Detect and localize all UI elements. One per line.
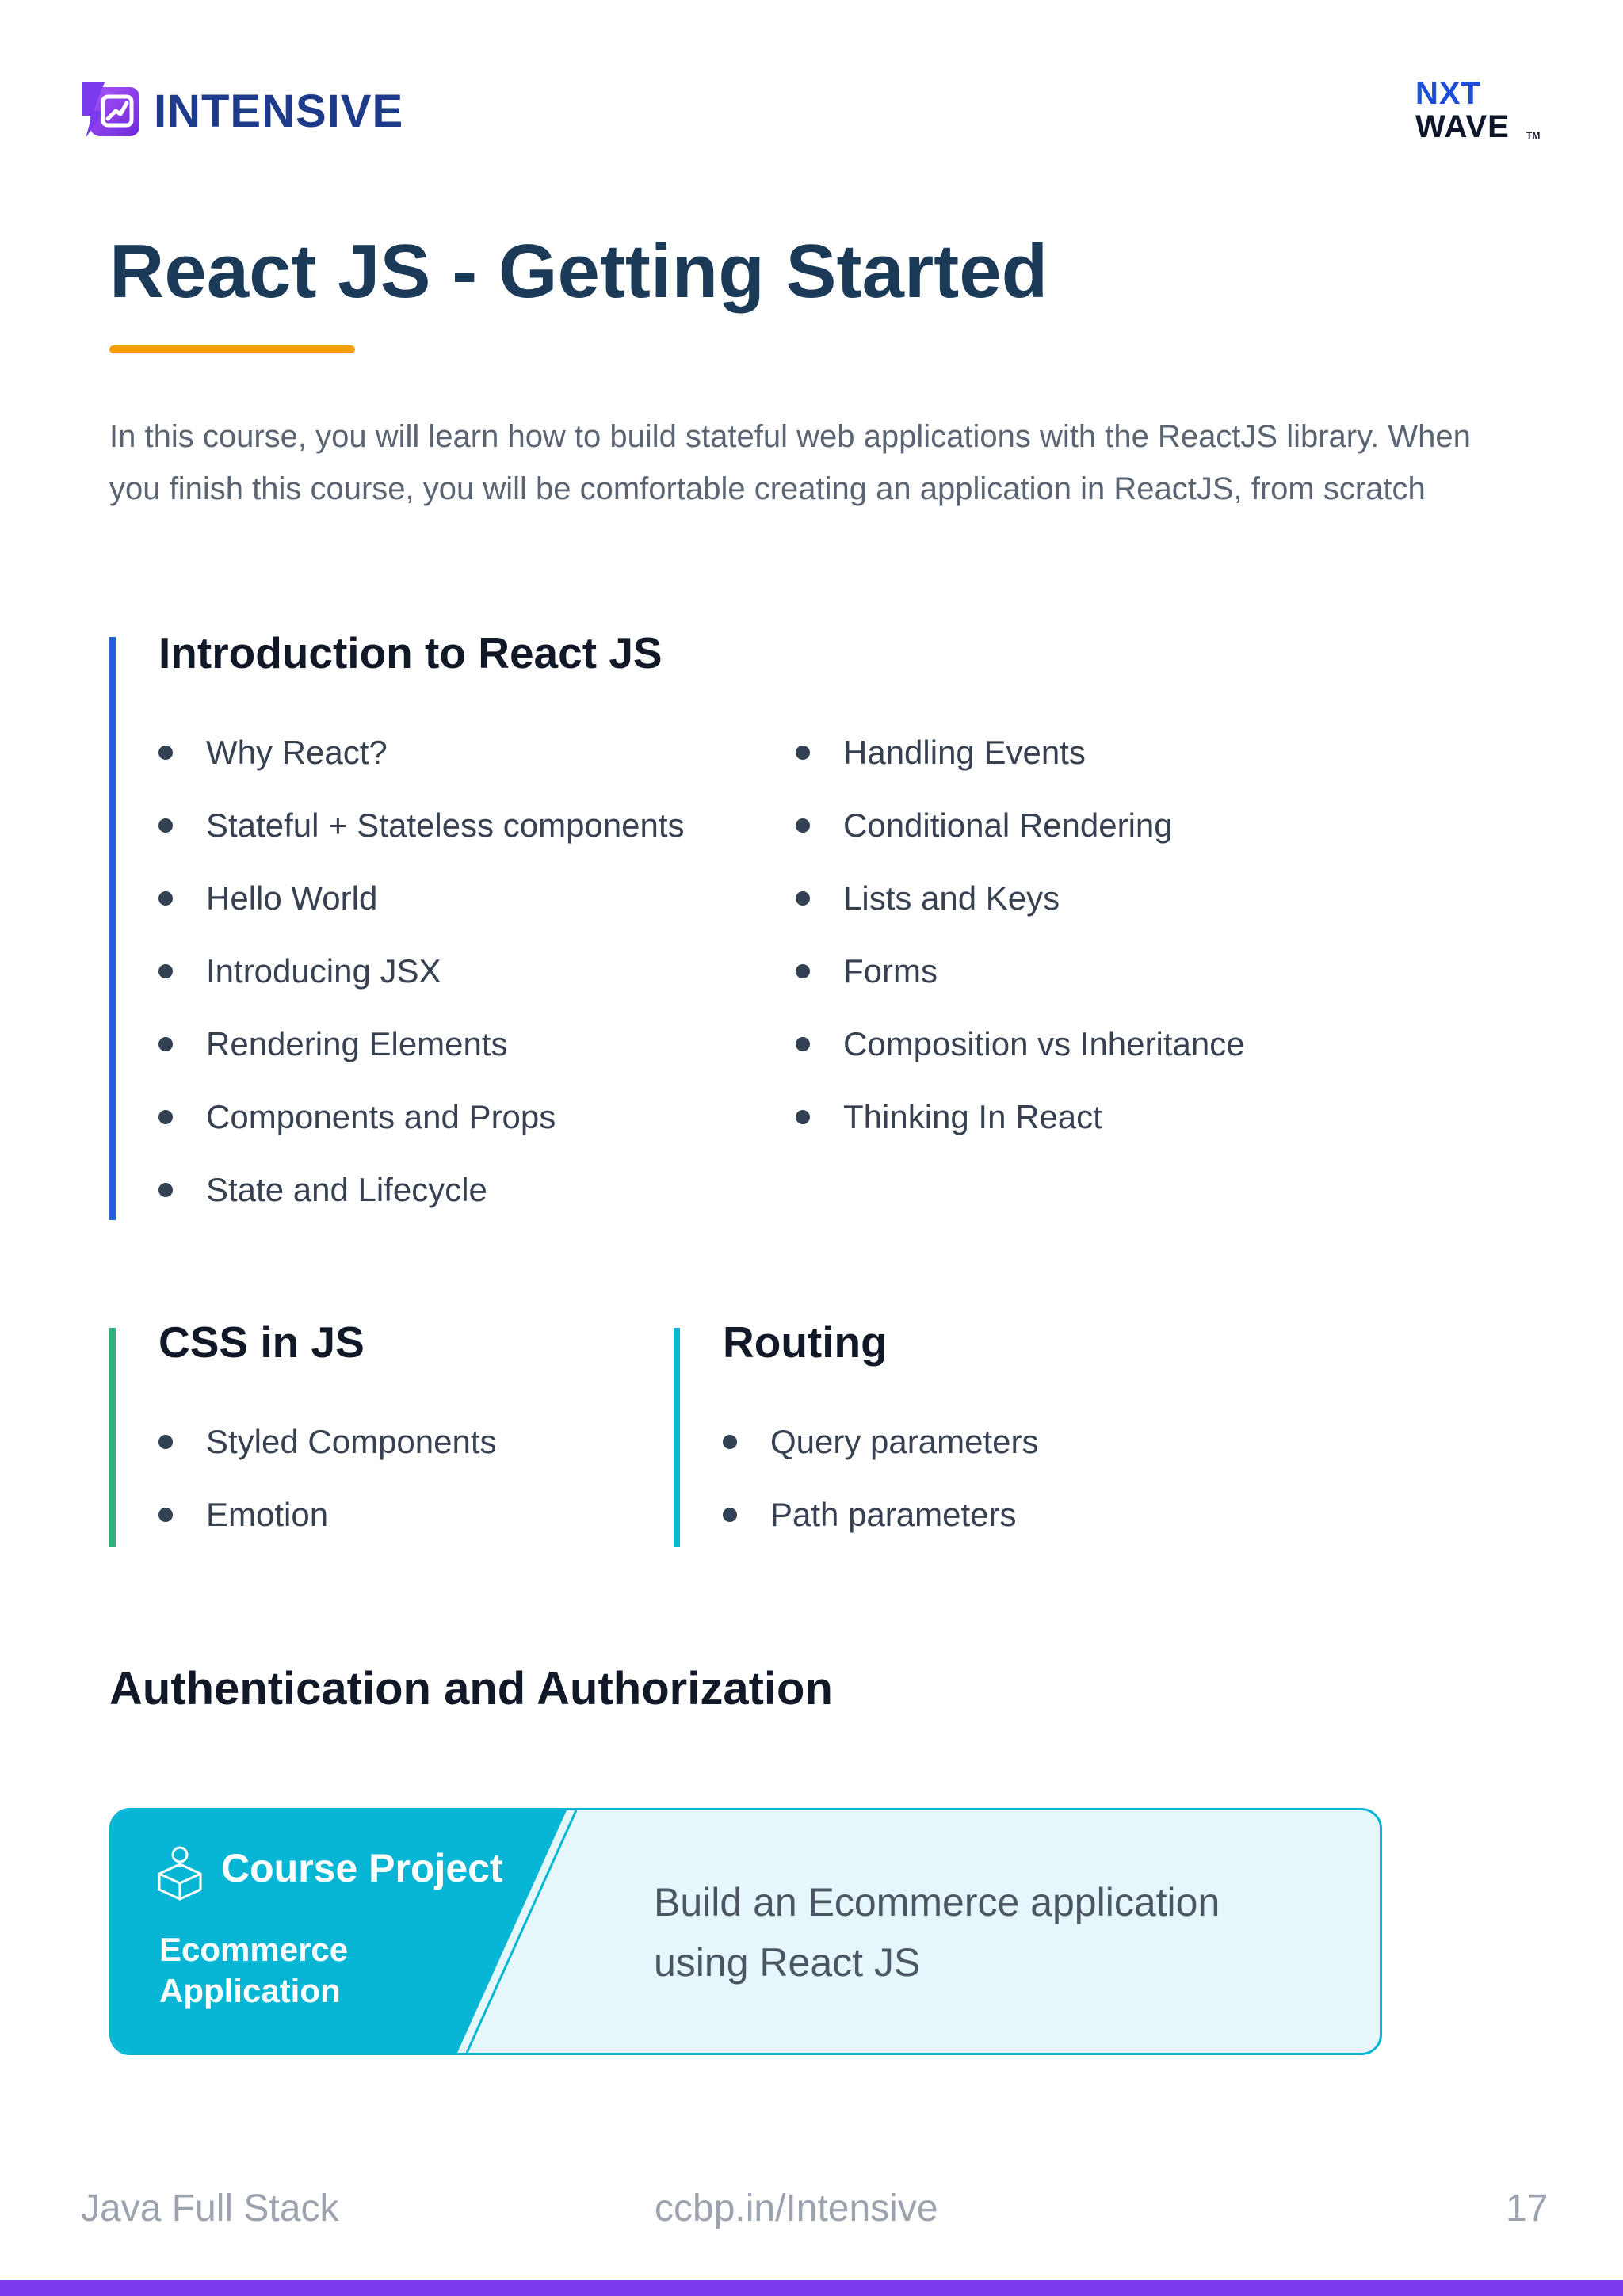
routing-list bbox=[723, 1405, 1214, 1551]
course-project-name: Ecommerce Application bbox=[159, 1931, 349, 2009]
intro-section-bar bbox=[109, 637, 116, 1220]
nxtwave-trademark: TM bbox=[1526, 130, 1541, 141]
bullet-icon bbox=[158, 1110, 173, 1124]
list-item: Lists and Keys bbox=[796, 862, 1430, 935]
bullet-icon bbox=[796, 1037, 810, 1051]
section-title-routing: Routing bbox=[723, 1318, 888, 1367]
list-item: Emotion bbox=[158, 1478, 650, 1551]
course-intro: In this course, you will learn how to build stateful web applications with the ReactJS library. When you finish this course, you will be comfortable creating an application in ReactJS, from scratch bbox=[109, 419, 1471, 506]
footer-accent-bar bbox=[0, 2280, 1623, 2296]
intro-react-list-col1 bbox=[158, 716, 761, 1226]
bullet-icon bbox=[158, 1183, 173, 1197]
nxtwave-logo-line2: WAVE bbox=[1415, 109, 1510, 144]
title-underline bbox=[109, 345, 355, 353]
bullet-icon bbox=[158, 818, 173, 833]
page-number: 17 bbox=[1506, 2187, 1549, 2229]
list-item: Composition vs Inheritance bbox=[796, 1008, 1430, 1081]
css-section-bar bbox=[109, 1328, 116, 1547]
bullet-icon bbox=[796, 818, 810, 833]
list-item: Stateful + Stateless components bbox=[158, 789, 761, 862]
bullet-icon bbox=[158, 746, 173, 760]
bullet-icon bbox=[796, 964, 810, 978]
nxtwave-logo-line1: NXT bbox=[1415, 76, 1481, 111]
intensive-logo-icon bbox=[81, 79, 144, 143]
footer-course-name: Java Full Stack bbox=[81, 2187, 339, 2229]
bullet-icon bbox=[158, 1037, 173, 1051]
list-item: Path parameters bbox=[723, 1478, 1214, 1551]
bullet-icon bbox=[723, 1435, 737, 1449]
page-title: React JS - Getting Started bbox=[109, 229, 1048, 314]
bullet-icon bbox=[158, 891, 173, 906]
bullet-icon bbox=[723, 1508, 737, 1522]
course-project-card bbox=[109, 1808, 1382, 2055]
course-project-description: Build an Ecommerce application using React JS bbox=[654, 1880, 1220, 1985]
footer-website: ccbp.in/Intensive bbox=[655, 2187, 938, 2229]
list-item: Conditional Rendering bbox=[796, 789, 1430, 862]
list-item: Introducing JSX bbox=[158, 935, 761, 1008]
list-item: Rendering Elements bbox=[158, 1008, 761, 1081]
list-item: Hello World bbox=[158, 862, 761, 935]
bullet-icon bbox=[158, 1508, 173, 1522]
section-title-auth: Authentication and Authorization bbox=[109, 1663, 833, 1714]
intensive-logo-text: INTENSIVE bbox=[154, 85, 404, 137]
section-title-intro-react: Introduction to React JS bbox=[158, 628, 663, 677]
list-item: Why React? bbox=[158, 716, 761, 789]
nxtwave-logo bbox=[1415, 78, 1542, 144]
intensive-logo bbox=[81, 79, 403, 143]
bullet-icon bbox=[158, 1435, 173, 1449]
routing-section-bar bbox=[674, 1328, 680, 1547]
bullet-icon bbox=[796, 1110, 810, 1124]
list-item: Thinking In React bbox=[796, 1081, 1430, 1154]
bullet-icon bbox=[158, 964, 173, 978]
list-item: Forms bbox=[796, 935, 1430, 1008]
list-item: State and Lifecycle bbox=[158, 1154, 761, 1226]
css-in-js-list bbox=[158, 1405, 650, 1551]
list-item: Handling Events bbox=[796, 716, 1430, 789]
bullet-icon bbox=[796, 746, 810, 760]
list-item: Query parameters bbox=[723, 1405, 1214, 1478]
intro-react-list-col2 bbox=[796, 716, 1430, 1154]
list-item: Styled Components bbox=[158, 1405, 650, 1478]
list-item: Components and Props bbox=[158, 1081, 761, 1154]
course-project-heading: Course Project bbox=[221, 1846, 503, 1890]
section-title-css-in-js: CSS in JS bbox=[158, 1318, 365, 1367]
bullet-icon bbox=[796, 891, 810, 906]
project-cube-icon bbox=[156, 1844, 204, 1901]
